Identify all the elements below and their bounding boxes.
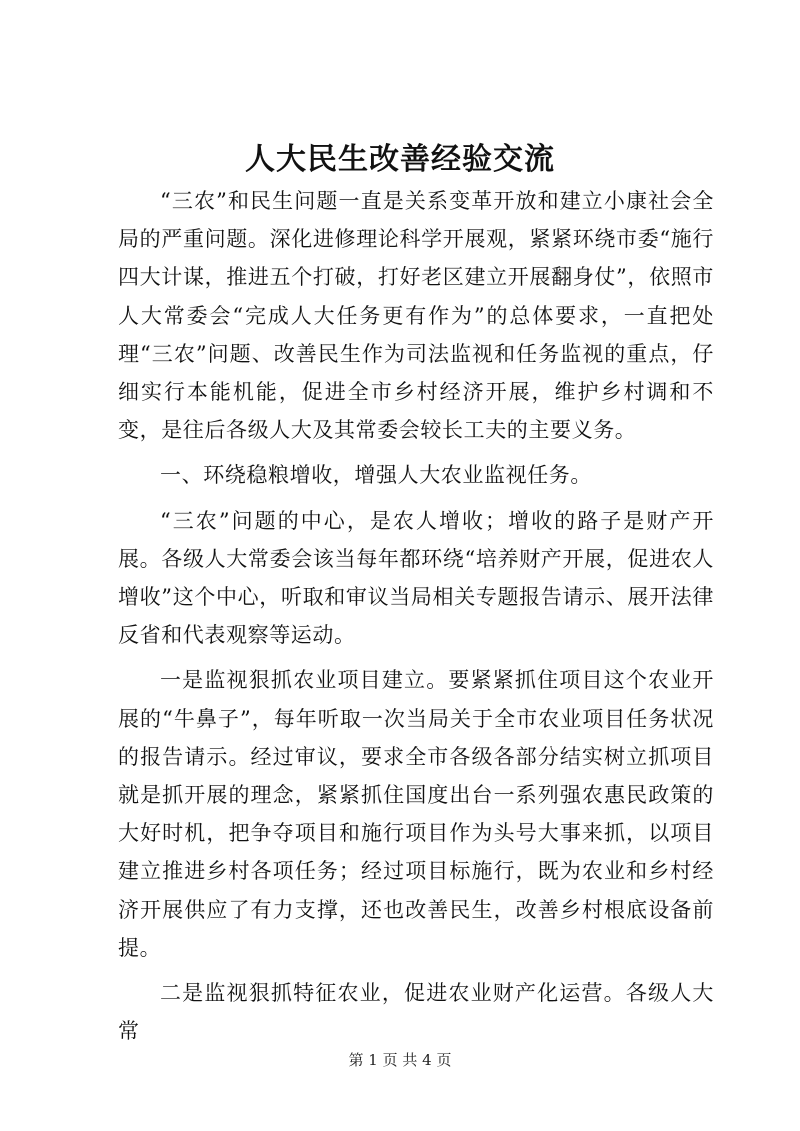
- paragraph-point-1: 一是监视狠抓农业项目建立。要紧紧抓住项目这个农业开展的“牛鼻子”，每年听取一次当局关于全市农业项目任务状况的报告请示。经过审议，要求全市各级各部分结实树立抓项目就是抓开展的理念，紧紧抓住国度出台一系列强农惠民政策的大好时机，把争夺项目和施行项目作为头号大事来抓，以项目建立推进乡村各项任务；经过项目标施行，既为农业和乡村经济开展供应了有力支撑，还也改善民生，改善乡村根底设备前提。: [118, 668, 714, 960]
- paragraph-core-issue: “三农”问题的中心，是农人增收；增收的路子是财产开展。各级人大常委会该当每年都环绕“培养财产开展，促进农人增收”这个中心，听取和审议当局相关专题报告请示、展开法律反省和代表观察等运动。: [118, 508, 714, 648]
- section-heading-1: 一、环绕稳粮增收，增强人大农业监视任务。: [160, 463, 592, 488]
- paragraph-intro: “三农”和民生问题一直是关系变革开放和建立小康社会全局的严重问题。深化进修理论科学开展观，紧紧环绕市委“施行四大计谋，推进五个打破，打好老区建立开展翻身仗”，依照市人大常委会“完成人大任务更有作为”的总体要求，一直把处理“三农”问题、改善民生作为司法监视和任务监视的重点，仔细实行本能机能，促进全市乡村经济开展，维护乡村调和不变，是往后各级人大及其常委会较长工夫的主要义务。: [118, 189, 714, 443]
- document-title: 人大民生改善经验交流: [245, 142, 555, 177]
- paragraph-point-2: 二是监视狠抓特征农业，促进农业财产化运营。各级人大常: [118, 981, 714, 1044]
- document-body: [118, 182, 714, 1050]
- page-number-footer: 第 1 页 共 4 页: [348, 1051, 452, 1069]
